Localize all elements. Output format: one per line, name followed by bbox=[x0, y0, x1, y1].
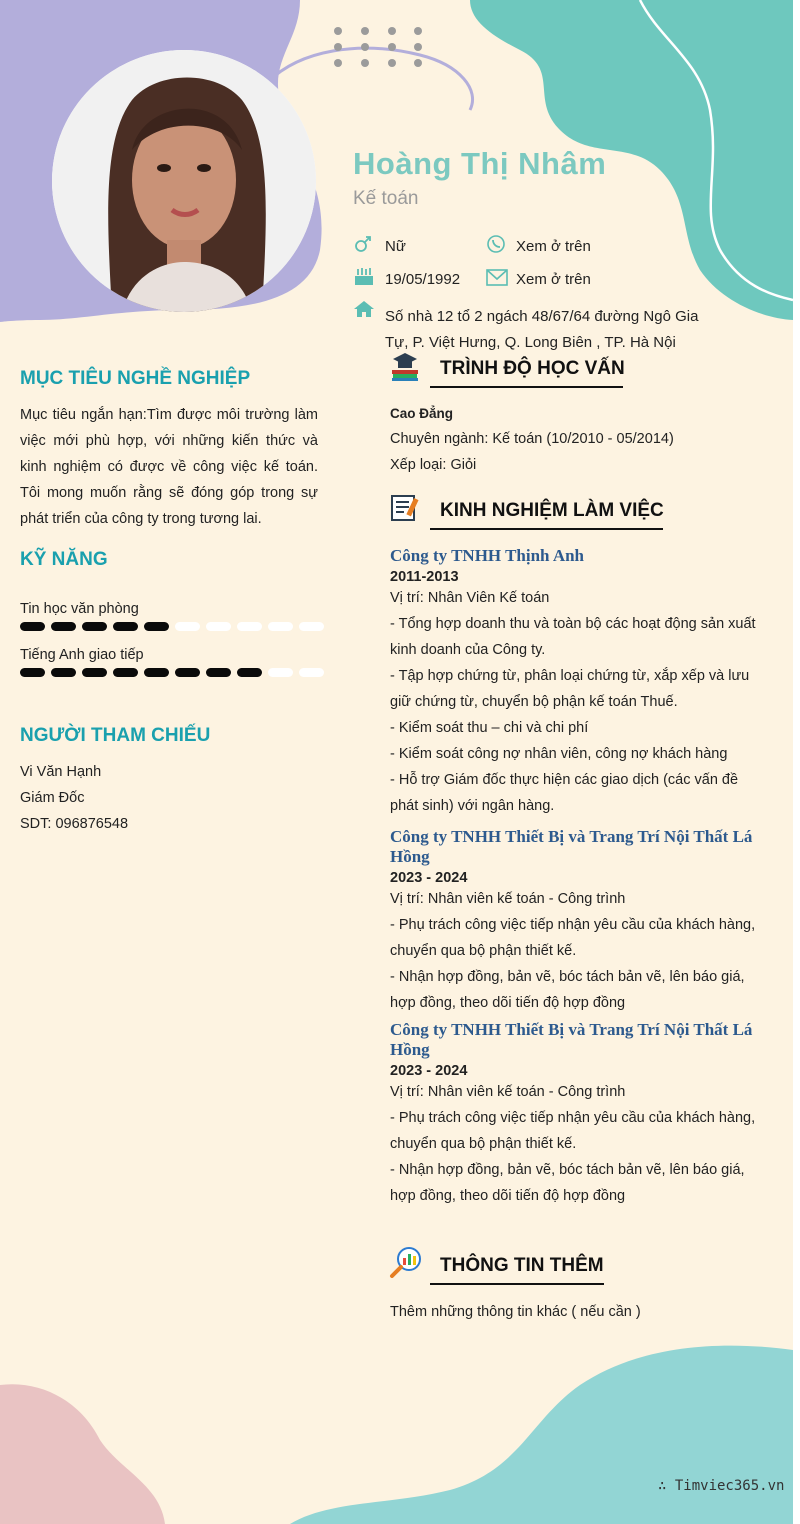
portrait-image bbox=[52, 50, 316, 312]
address bbox=[385, 304, 715, 356]
skill-dash bbox=[113, 668, 138, 677]
education-major: Chuyên ngành: Kế toán (10/2010 - 05/2014) bbox=[390, 431, 674, 447]
pink-blob bbox=[0, 1384, 165, 1524]
home-icon bbox=[353, 300, 375, 318]
skill-dash bbox=[20, 668, 45, 677]
job-period: 2023 - 2024 bbox=[390, 1063, 468, 1079]
references-block bbox=[20, 759, 128, 837]
reference-position: Giám Đốc bbox=[20, 790, 85, 806]
job-period: 2011-2013 bbox=[390, 569, 459, 585]
job-item bbox=[390, 827, 765, 1016]
objective-title: MỤC TIÊU NGHỀ NGHIỆP bbox=[20, 368, 251, 389]
job-duty: - Kiểm soát công nợ nhân viên, công nợ khách hàng bbox=[390, 746, 728, 762]
skill-name-office: Tin học văn phòng bbox=[20, 601, 139, 617]
job-item bbox=[390, 1020, 765, 1209]
email-value: Xem ở trên bbox=[516, 271, 591, 288]
skill-dash bbox=[299, 668, 324, 677]
job-company: Công ty TNHH Thịnh Anh bbox=[390, 546, 585, 565]
job-duty: - Kiểm soát thu – chi và chi phí bbox=[390, 720, 589, 736]
experience-underline bbox=[430, 528, 663, 530]
birthday-value: 19/05/1992 bbox=[385, 271, 461, 288]
job-duty: - Nhận hợp đồng, bản vẽ, bóc tách bản vẽ, lên báo giá, hợp đồng, theo dõi tiến độ hợp đồng bbox=[390, 969, 745, 1011]
objective-text: Mục tiêu ngắn hạn:Tìm được môi trường làm việc mới phù hợp, với những kiến thức và kinh nghiệm có được về công việc kế toán. Tôi mong muốn rằng sẽ đóng góp trong sự phát triển của công ty trong tương lai. bbox=[20, 407, 318, 527]
gender-value: Nữ bbox=[385, 238, 406, 255]
education-grade: Xếp loại: Giỏi bbox=[390, 457, 477, 473]
site-logo: ∴ Timviec365.vn bbox=[658, 1478, 785, 1494]
education-title: TRÌNH ĐỘ HỌC VẤN bbox=[440, 358, 625, 379]
phone-icon bbox=[486, 234, 506, 254]
extra-title: THÔNG TIN THÊM bbox=[440, 1255, 604, 1276]
skill-dash bbox=[175, 668, 200, 677]
curve-line bbox=[268, 48, 473, 110]
job-role: Vị trí: Nhân Viên Kế toán bbox=[390, 590, 550, 606]
skill-dash bbox=[268, 622, 293, 631]
skill-dash bbox=[20, 622, 45, 631]
reference-name: Vi Văn Hạnh bbox=[20, 764, 102, 780]
job-company: Công ty TNHH Thiết Bị và Trang Trí Nội Thất Lá Hồng bbox=[390, 827, 753, 866]
extra-underline bbox=[430, 1283, 604, 1285]
phone-value: Xem ở trên bbox=[516, 238, 591, 255]
job-duty: - Nhận hợp đồng, bản vẽ, bóc tách bản vẽ, lên báo giá, hợp đồng, theo dõi tiến độ hợp đồng bbox=[390, 1162, 745, 1204]
skills-title: KỸ NĂNG bbox=[20, 549, 108, 570]
skill-dash bbox=[175, 622, 200, 631]
skill-dash bbox=[113, 622, 138, 631]
education-details bbox=[390, 426, 674, 478]
teal-light-blob bbox=[290, 1346, 793, 1524]
skill-dash bbox=[206, 668, 231, 677]
education-degree: Cao Đẳng bbox=[390, 406, 454, 421]
job-item bbox=[390, 546, 765, 819]
email-icon bbox=[486, 269, 508, 286]
skill-dash bbox=[144, 622, 169, 631]
gender-icon bbox=[354, 235, 372, 253]
job-duty: - Tập hợp chứng từ, phân loại chứng từ, xắp xếp và lưu giữ chứng từ, chuyển bộ phận kế toán Thuế. bbox=[390, 668, 750, 710]
job-company: Công ty TNHH Thiết Bị và Trang Trí Nội Thất Lá Hồng bbox=[390, 1020, 753, 1059]
job-duty: - Phụ trách công việc tiếp nhận yêu cầu của khách hàng, chuyển qua bộ phận thiết kế. bbox=[390, 1110, 756, 1152]
skill-dash bbox=[51, 622, 76, 631]
extra-text: Thêm những thông tin khác ( nếu cần ) bbox=[390, 1304, 641, 1320]
skill-dash bbox=[206, 622, 231, 631]
skill-dash bbox=[268, 668, 293, 677]
skill-dash bbox=[82, 622, 107, 631]
chart-magnifier-icon bbox=[389, 1246, 423, 1278]
skill-bar-office bbox=[20, 622, 324, 631]
experience-list bbox=[390, 546, 765, 1209]
avatar bbox=[52, 50, 316, 312]
reference-phone: SDT: 096876548 bbox=[20, 816, 129, 832]
job-role: Vị trí: Nhân viên kế toán - Công trình bbox=[390, 1084, 626, 1100]
education-icon bbox=[389, 350, 421, 382]
skill-name-english: Tiếng Anh giao tiếp bbox=[20, 647, 144, 663]
experience-icon bbox=[389, 492, 421, 522]
education-underline bbox=[430, 386, 623, 388]
experience-title: KINH NGHIỆM LÀM VIỆC bbox=[440, 500, 664, 521]
address-line-2: Tự, P. Việt Hưng, Q. Long Biên , TP. Hà Nội bbox=[385, 334, 676, 351]
skill-dash bbox=[51, 668, 76, 677]
job-duty: - Tổng hợp doanh thu và toàn bộ các hoạt động sản xuất kinh doanh của Công ty. bbox=[390, 616, 756, 658]
references-title: NGƯỜI THAM CHIẾU bbox=[20, 725, 211, 746]
address-line-1: Số nhà 12 tổ 2 ngách 48/67/64 đường Ngô Gia bbox=[385, 308, 699, 325]
skill-dash bbox=[237, 668, 262, 677]
candidate-name: Hoàng Thị Nhâm bbox=[353, 146, 607, 181]
skill-dash bbox=[299, 622, 324, 631]
skill-dash bbox=[144, 668, 169, 677]
skill-dash bbox=[82, 668, 107, 677]
job-duty: - Hỗ trợ Giám đốc thực hiện các giao dịch (các vấn đề phát sinh) với ngân hàng. bbox=[390, 772, 739, 814]
job-duty: - Phụ trách công việc tiếp nhận yêu cầu của khách hàng, chuyển qua bộ phận thiết kế. bbox=[390, 917, 756, 959]
job-period: 2023 - 2024 bbox=[390, 870, 468, 886]
skill-dash bbox=[237, 622, 262, 631]
candidate-title: Kế toán bbox=[353, 188, 419, 209]
skill-bar-english bbox=[20, 668, 324, 677]
job-role: Vị trí: Nhân viên kế toán - Công trình bbox=[390, 891, 626, 907]
birthday-cake-icon bbox=[353, 266, 375, 286]
